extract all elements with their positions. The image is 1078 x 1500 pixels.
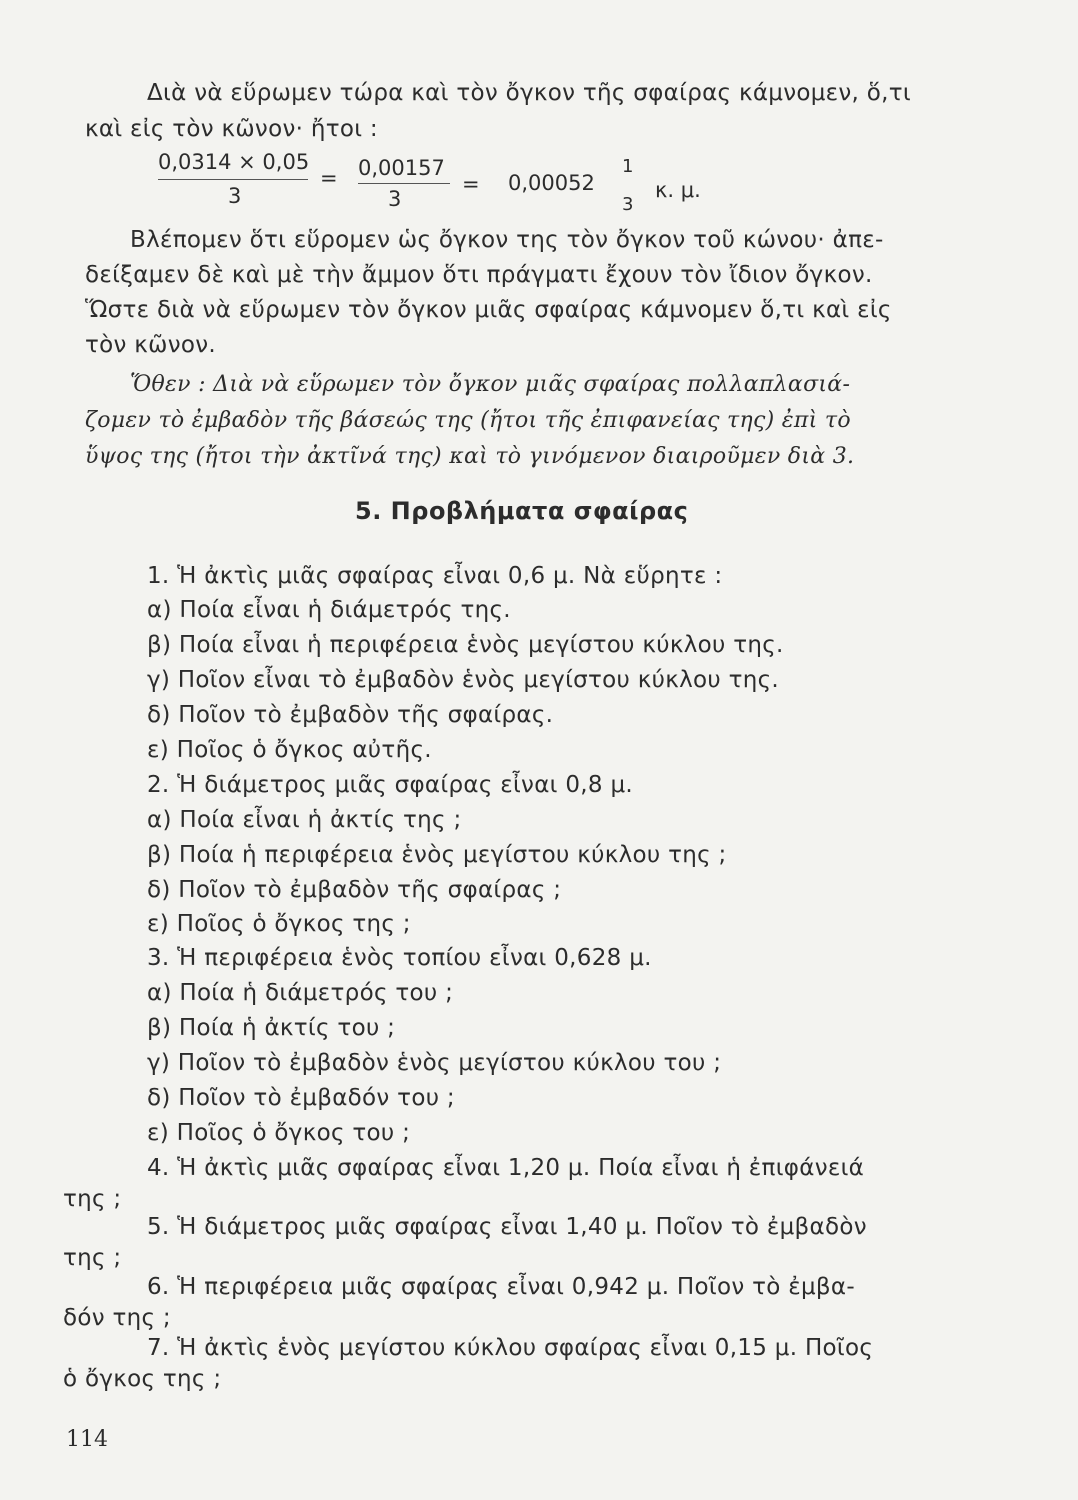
formula-numerator-2: 0,00157 xyxy=(358,156,445,180)
paragraph-line-3: Ὥστε διὰ νὰ εὕρωμεν τὸν ὄγκον μιᾶς σφαίρας κάμνομεν ὅ,τι καὶ εἰς xyxy=(85,297,892,323)
paragraph-line-4: τὸν κῶνον. xyxy=(85,332,216,358)
formula-numerator-1: 0,0314 × 0,05 xyxy=(158,150,310,174)
problem-3-a: α) Ποία ἡ διάμετρός του ; xyxy=(147,980,454,1006)
paragraph-line-2: δείξαμεν δὲ καὶ μὲ τὴν ἄμμον ὅτι πράγματι ἔχουν τὸν ἴδιον ὄγκον. xyxy=(85,262,873,288)
intro-line-1: Διὰ νὰ εὕρωμεν τώρα καὶ τὸν ὄγκον τῆς σφαίρας κάμνομεν, ὅ,τι xyxy=(147,80,911,106)
problem-6: 6. Ἡ περιφέρεια μιᾶς σφαίρας εἶναι 0,942 μ. Ποῖον τὸ ἐμβα- xyxy=(147,1274,855,1300)
problem-3: 3. Ἡ περιφέρεια ἑνὸς τοπίου εἶναι 0,628 μ. xyxy=(147,945,652,971)
problem-4-continued: της ; xyxy=(63,1186,122,1212)
fraction-bar-1 xyxy=(158,179,308,180)
problem-5-continued: της ; xyxy=(63,1245,122,1271)
problem-3-c: γ) Ποῖον τὸ ἐμβαδὸν ἑνὸς μεγίστου κύκλου του ; xyxy=(147,1050,722,1076)
formula-unit: κ. μ. xyxy=(655,178,701,202)
problem-7-continued: ὁ ὄγκος της ; xyxy=(63,1366,222,1392)
rule-line-3: ὕψος της (ἤτοι τὴν ἀκτῖνά της) καὶ τὸ γινόμενον διαιροῦμεν διὰ 3. xyxy=(85,444,855,469)
problem-2: 2. Ἡ διάμετρος μιᾶς σφαίρας εἶναι 0,8 μ. xyxy=(147,772,633,798)
problem-7: 7. Ἡ ἀκτὶς ἑνὸς μεγίστου κύκλου σφαίρας εἶναι 0,15 μ. Ποῖος xyxy=(147,1335,874,1361)
problem-1-b: β) Ποία εἶναι ἡ περιφέρεια ἑνὸς μεγίστου κύκλου της. xyxy=(147,632,784,658)
formula-denominator-1: 3 xyxy=(228,184,242,208)
paragraph-line-1: Βλέπομεν ὅτι εὕρομεν ὡς ὄγκον της τὸν ὄγκον τοῦ κώνου· ἀπε- xyxy=(130,227,884,253)
problem-2-b: β) Ποία ἡ περιφέρεια ἑνὸς μεγίστου κύκλου της ; xyxy=(147,842,727,868)
problem-6-continued: δόν της ; xyxy=(63,1305,171,1331)
rule-line-1: Ὅθεν : Διὰ νὰ εὕρωμεν τὸν ὄγκον μιᾶς σφαίρας πολλαπλασιά- xyxy=(130,372,851,397)
problem-4: 4. Ἡ ἀκτὶς μιᾶς σφαίρας εἶναι 1,20 μ. Ποία εἶναι ἡ ἐπιφάνειά xyxy=(147,1155,865,1181)
problem-1: 1. Ἡ ἀκτὶς μιᾶς σφαίρας εἶναι 0,6 μ. Νὰ εὕρητε : xyxy=(147,563,723,589)
fraction-bar-2 xyxy=(358,183,450,184)
problem-3-b: β) Ποία ἡ ἀκτίς του ; xyxy=(147,1015,396,1041)
problem-2-d: δ) Ποῖον τὸ ἐμβαδὸν τῆς σφαίρας ; xyxy=(147,877,562,903)
section-title: 5. Προβλήματα σφαίρας xyxy=(355,497,689,525)
formula-fraction-denominator: 3 xyxy=(622,194,634,215)
problem-1-c: γ) Ποῖον εἶναι τὸ ἐμβαδὸν ἑνὸς μεγίστου κύκλου της. xyxy=(147,667,780,693)
formula-fraction-numerator: 1 xyxy=(622,156,634,177)
problem-5: 5. Ἡ διάμετρος μιᾶς σφαίρας εἶναι 1,40 μ. Ποῖον τὸ ἐμβαδὸν xyxy=(147,1214,867,1240)
formula-equals-1: = xyxy=(320,166,338,190)
intro-line-2: καὶ εἰς τὸν κῶνον· ἤτοι : xyxy=(85,116,378,142)
rule-line-2: ζομεν τὸ ἐμβαδὸν τῆς βάσεώς της (ἤτοι τῆς ἐπιφανείας της) ἐπὶ τὸ xyxy=(85,408,851,433)
problem-1-d: δ) Ποῖον τὸ ἐμβαδὸν τῆς σφαίρας. xyxy=(147,702,554,728)
problem-1-e: ε) Ποῖος ὁ ὄγκος αὐτῆς. xyxy=(147,737,432,763)
formula-result: 0,00052 xyxy=(508,171,595,195)
problem-1-a: α) Ποία εἶναι ἡ διάμετρός της. xyxy=(147,597,511,623)
problem-3-e: ε) Ποῖος ὁ ὄγκος του ; xyxy=(147,1120,411,1146)
page-number: 114 xyxy=(66,1427,108,1452)
problem-2-a: α) Ποία εἶναι ἡ ἀκτίς της ; xyxy=(147,807,462,833)
formula-denominator-2: 3 xyxy=(388,187,402,211)
problem-2-e: ε) Ποῖος ὁ ὄγκος της ; xyxy=(147,911,411,937)
problem-3-d: δ) Ποῖον τὸ ἐμβαδόν του ; xyxy=(147,1085,455,1111)
formula-equals-2: = xyxy=(462,172,480,196)
